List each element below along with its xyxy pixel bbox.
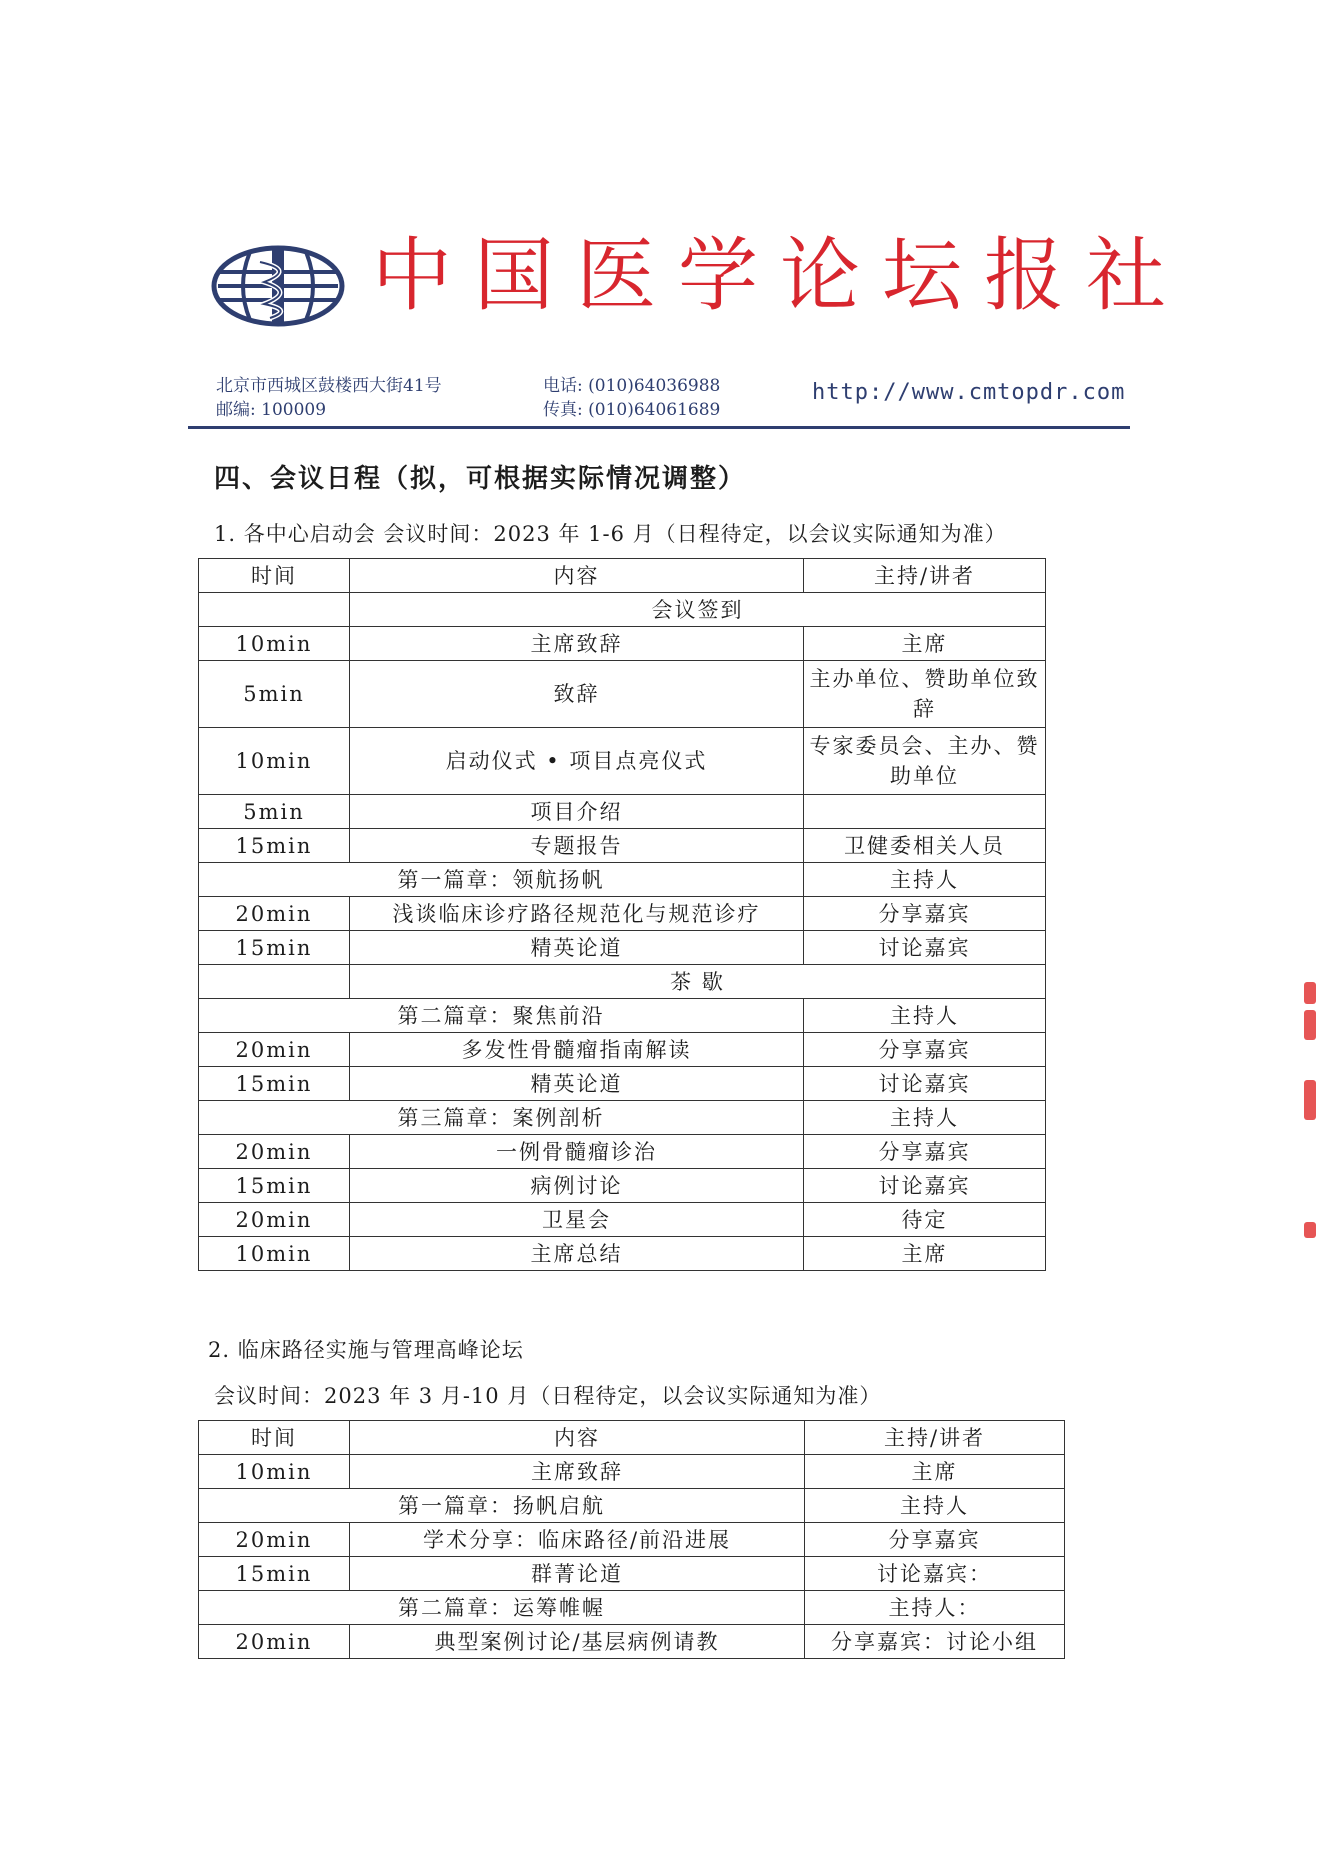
table-row [199,627,1046,661]
letterhead-divider [188,426,1130,429]
content-cell: 主席致辞 [350,627,804,661]
table-row [199,795,1046,829]
time-cell: 15min [199,1067,350,1101]
content-cell: 群菁论道 [350,1557,805,1591]
table-row [199,1455,1065,1489]
content-cell: 卫星会 [350,1203,804,1237]
table-row [199,1033,1046,1067]
table-row [199,1067,1046,1101]
time-cell: 15min [199,931,350,965]
table-row [199,1101,1046,1135]
table-row [199,1169,1046,1203]
host-cell: 主办单位、赞助单位致辞 [804,661,1046,728]
time-cell: 20min [199,897,350,931]
website-url: http://www.cmtopdr.com [812,380,1126,405]
content-cell: 一例骨髓瘤诊治 [350,1135,804,1169]
red-ink-mark [1304,1222,1316,1238]
time-cell: 20min [199,1135,350,1169]
table-row [199,1489,1065,1523]
part2-title: 2. 临床路径实施与管理高峰论坛 [208,1338,524,1362]
chapter-cell: 第一篇章：领航扬帆 [199,863,804,897]
host-cell: 讨论嘉宾 [804,1067,1046,1101]
table-row [199,1203,1046,1237]
content-cell: 精英论道 [350,931,804,965]
host-cell: 讨论嘉宾 [804,931,1046,965]
content-cell: 多发性骨髓瘤指南解读 [350,1033,804,1067]
schedule-table-2 [198,1420,1065,1659]
chapter-cell: 第二篇章：聚焦前沿 [199,999,804,1033]
time-cell: 20min [199,1033,350,1067]
part2-subtitle: 会议时间：2023 年 3 月-10 月（日程待定，以会议实际通知为准） [214,1384,882,1408]
host-cell: 待定 [804,1203,1046,1237]
host-cell: 分享嘉宾 [804,1135,1046,1169]
chapter-cell: 第三篇章：案例剖析 [199,1101,804,1135]
time-cell: 15min [199,1169,350,1203]
postcode: 邮编: 100009 [216,400,327,420]
table-row [199,965,1046,999]
host-cell: 分享嘉宾 [804,1033,1046,1067]
host-cell: 主持人 [805,1489,1065,1523]
table-header-row [199,559,1046,593]
content-cell: 专题报告 [350,829,804,863]
part1-title: 1. 各中心启动会 会议时间：2023 年 1-6 月（日程待定，以会议实际通知为准） [214,522,1007,546]
content-cell: 病例讨论 [350,1169,804,1203]
content-cell: 会议签到 [350,593,1046,627]
chapter-cell: 第一篇章：扬帆启航 [199,1489,805,1523]
time-cell: 20min [199,1203,350,1237]
content-cell: 致辞 [350,661,804,728]
table-row [199,1523,1065,1557]
red-ink-mark [1304,1010,1316,1040]
host-cell: 专家委员会、主办、赞助单位 [804,728,1046,795]
host-cell: 分享嘉宾 [805,1523,1065,1557]
content-cell: 主席总结 [350,1237,804,1271]
table-row [199,1591,1065,1625]
table-row [199,829,1046,863]
host-cell: 主持人 [804,863,1046,897]
time-cell [199,965,350,999]
content-cell: 精英论道 [350,1067,804,1101]
chapter-cell: 第二篇章：运筹帷幄 [199,1591,805,1625]
host-cell: 主持人 [804,999,1046,1033]
content-cell: 浅谈临床诊疗路径规范化与规范诊疗 [350,897,804,931]
column-header: 时间 [199,1421,350,1455]
host-cell: 讨论嘉宾 [804,1169,1046,1203]
host-cell: 主席 [804,627,1046,661]
content-cell: 典型案例讨论/基层病例请教 [350,1625,805,1659]
table-header-row [199,1421,1065,1455]
red-ink-mark [1304,1080,1316,1120]
time-cell: 20min [199,1625,350,1659]
table-row [199,1557,1065,1591]
content-cell: 学术分享：临床路径/前沿进展 [350,1523,805,1557]
host-cell: 主持人： [805,1591,1065,1625]
column-header: 内容 [350,1421,805,1455]
content-cell: 主席致辞 [350,1455,805,1489]
table-row [199,931,1046,965]
time-cell: 5min [199,795,350,829]
host-cell: 主席 [805,1455,1065,1489]
table-row [199,728,1046,795]
address-block [216,374,442,422]
column-header: 主持/讲者 [805,1421,1065,1455]
time-cell: 15min [199,1557,350,1591]
host-cell: 主持人 [804,1101,1046,1135]
time-cell: 15min [199,829,350,863]
section-title: 四、会议日程（拟，可根据实际情况调整） [214,464,747,494]
table-row [199,863,1046,897]
table-row [199,661,1046,728]
time-cell: 10min [199,728,350,795]
content-cell: 项目介绍 [350,795,804,829]
content-cell: 启动仪式 • 项目点亮仪式 [350,728,804,795]
table-row [199,999,1046,1033]
time-cell: 10min [199,1455,350,1489]
schedule-table-1 [198,558,1046,1271]
host-cell [804,795,1046,829]
table-row [199,1135,1046,1169]
content-cell: 茶 歇 [350,965,1046,999]
host-cell: 卫健委相关人员 [804,829,1046,863]
table-row [199,1625,1065,1659]
fax: 传真: (010)64061689 [543,400,721,420]
time-cell: 5min [199,661,350,728]
time-cell: 10min [199,627,350,661]
globe-caduceus-logo-icon [210,244,346,328]
time-cell: 20min [199,1523,350,1557]
time-cell [199,593,350,627]
host-cell: 分享嘉宾 [804,897,1046,931]
letterhead [0,0,1322,440]
address: 北京市西城区鼓楼西大街41号 [216,376,442,396]
host-cell: 分享嘉宾：讨论小组 [805,1625,1065,1659]
column-header: 主持/讲者 [804,559,1046,593]
table-row [199,897,1046,931]
column-header: 时间 [199,559,350,593]
host-cell: 讨论嘉宾： [805,1557,1065,1591]
phone: 电话: (010)64036988 [543,376,721,396]
table-row [199,593,1046,627]
table-row [199,1237,1046,1271]
organization-name: 中国医学论坛报社 [372,229,1188,322]
time-cell: 10min [199,1237,350,1271]
phone-block [543,374,720,422]
column-header: 内容 [350,559,804,593]
host-cell: 主席 [804,1237,1046,1271]
red-ink-mark [1304,982,1316,1004]
